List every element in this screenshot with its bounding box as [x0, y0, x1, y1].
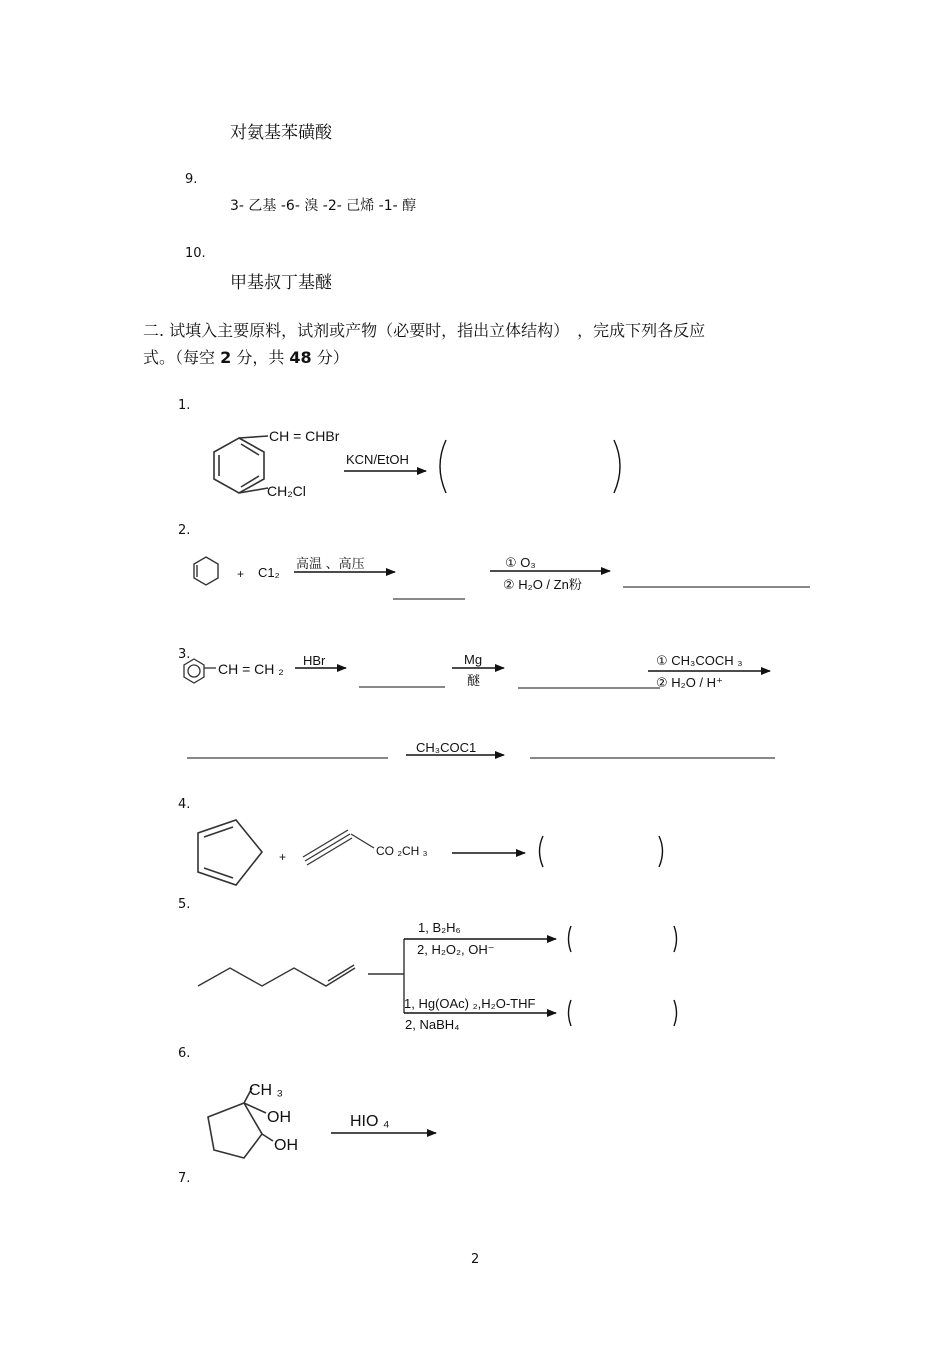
problem-5-lower-step-2: 2, NaBH₄ [405, 1017, 460, 1032]
problem-5-lower-left-paren [569, 1000, 572, 1026]
problem-4-plus: + [279, 850, 287, 864]
problem-2-number: 2. [178, 523, 191, 538]
problem-5-lower-step-1: 1, Hg(OAc) ₂,H₂O-THF [404, 996, 536, 1011]
problem-4-ester: CO ₂CH ₃ [376, 844, 428, 858]
problem-6-hydroxyl-1: OH [267, 1109, 291, 1126]
problem-3-ether: 醚 [467, 673, 481, 688]
problem-3-hbr: HBr [303, 653, 326, 668]
points-total: 48 [289, 348, 312, 367]
points-each: 2 [220, 348, 232, 367]
problem-1-reagent: KCN/EtOH [346, 452, 409, 467]
problem-2-plus: + [237, 567, 245, 581]
heading-text: 分，共 [231, 348, 290, 367]
problem-1-chloromethyl: CH₂Cl [267, 483, 306, 499]
problem-5-lower-right-paren [674, 1000, 677, 1026]
problem-7-number: 7. [178, 1171, 191, 1186]
item-9-text: 3- 乙基 -6- 溴 -2- 己烯 -1- 醇 [230, 198, 417, 214]
problem-3-styrene: CH = CH ₂ [218, 661, 284, 677]
section2-heading-line1: 二. 试填入主要原料，试剂或产物（必要时，指出立体结构） ，完成下列各反应 [143, 321, 706, 340]
problem-4-alkyne-structure [303, 830, 374, 865]
problem-4-cyclopentadiene-structure [198, 820, 262, 885]
item-10-text: 甲基叔丁基醚 [230, 273, 332, 293]
problem-6-reagent: HIO ₄ [350, 1113, 390, 1130]
problem-5-number: 5. [178, 897, 191, 912]
problem-5-hexene-structure [198, 939, 404, 1013]
problem-2-cyclohexene-structure [194, 557, 218, 585]
heading-text: 式。（每空 [143, 348, 221, 367]
problem-3-phenyl-structure [184, 659, 216, 683]
problem-5-upper-step-1: 1, B₂H₆ [418, 920, 461, 935]
problem-1-benzene-structure [214, 436, 268, 493]
problem-1-left-paren [440, 440, 446, 493]
problem-5-upper-right-paren [674, 926, 677, 952]
problem-3-acetyl-chloride: CH₃COC1 [416, 740, 477, 755]
item-9-number: 9. [185, 172, 198, 187]
problem-3-mg: Mg [464, 652, 483, 667]
problem-3-number: 3. [178, 647, 191, 662]
problem-6-number: 6. [178, 1046, 191, 1061]
problem-4-left-paren [540, 836, 544, 867]
problem-5-upper-step-2: 2, H₂O₂, OH⁻ [417, 942, 495, 957]
page-number: 2 [471, 1252, 480, 1267]
problem-4-right-paren [659, 836, 663, 867]
problem-1-number: 1. [178, 398, 191, 413]
heading-text: 分） [311, 348, 349, 367]
problem-4-number: 4. [178, 797, 191, 812]
problem-2-chlorine: C1₂ [258, 565, 280, 580]
problem-3-hydrolysis: ② H₂O / H⁺ [656, 675, 723, 690]
problem-6-methyl: CH ₃ [249, 1082, 284, 1099]
problem-2-step-2: ② H₂O / Zn粉 [503, 577, 582, 592]
problem-3-acetone: ① CH₃COCH ₃ [656, 653, 743, 668]
item-10-number: 10. [185, 246, 206, 261]
item-8-answer: 对氨基苯磺酸 [230, 123, 332, 143]
problem-2-condition: 高温 、高压 [296, 556, 365, 571]
problem-6-hydroxyl-2: OH [274, 1137, 298, 1154]
problem-1-right-paren [614, 440, 620, 493]
problem-5-upper-left-paren [569, 926, 572, 952]
problem-1-vinyl-bromide: CH = CHBr [269, 428, 340, 444]
problem-2-step-1: ① O₃ [505, 555, 536, 570]
